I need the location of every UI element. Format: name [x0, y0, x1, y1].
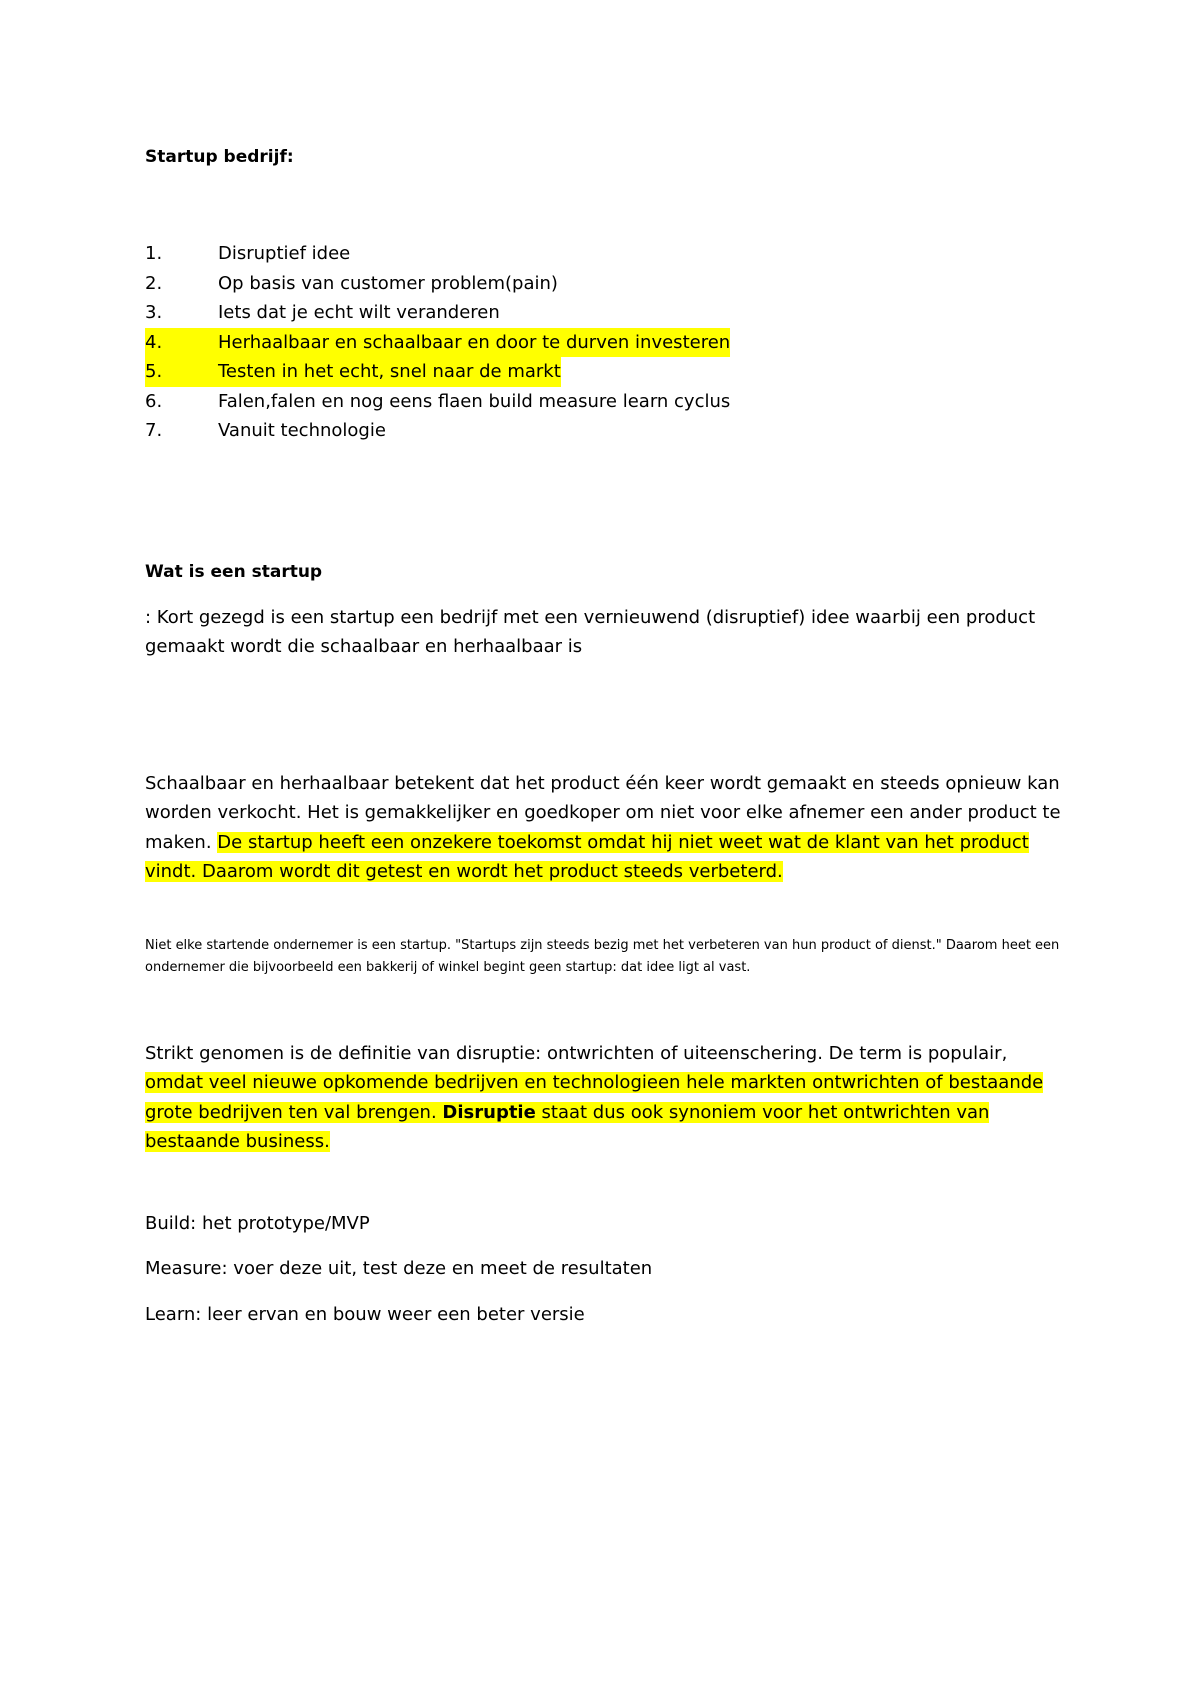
definition-paragraph: : Kort gezegd is een startup een bedrijf met een vernieuwend (disruptief) idee waarbij een product gemaakt wordt die schaalbaar en herhaalbaar is [145, 606, 1036, 657]
learn-line: Learn: leer ervan en bouw weer een beter versie [145, 1303, 585, 1325]
disruptie-paragraph: Strikt genomen is de definitie van disruptie: ontwrichten of uiteenschering. De term is populair, omdat veel nieuwe opkomende bedrijven en technologieen hele markten ontwrichten of bestaande grote bedrijven ten val brengen. Disruptie staat dus ook synoniem voor het ontwrichten van bestaande business. [145, 1042, 1044, 1152]
heading-startup-bedrijf: Startup bedrijf: [145, 147, 294, 167]
startup-list [145, 239, 1065, 446]
list-item: 7. Vanuit technologie [145, 420, 386, 441]
build-line: Build: het prototype/MVP [145, 1212, 370, 1234]
highlighted-bold-text: Disruptie [442, 1101, 536, 1123]
list-item: 1. Disruptief idee [145, 243, 351, 264]
list-item: 3. Iets dat je echt wilt veranderen [145, 302, 500, 323]
measure-line: Measure: voer deze uit, test deze en meet de resultaten [145, 1258, 653, 1279]
highlighted-text: staat dus ook synoniem voor het ontwrichten van bestaande business. [145, 1101, 990, 1152]
schaalbaar-paragraph: Schaalbaar en herhaalbaar betekent dat het product één keer wordt gemaakt en steeds opnieuw kan worden verkocht. Het is gemakkelijker en goedkoper om niet voor elke afnemer een ander product te maken. De startup heeft een onzekere toekomst omdat hij niet weet wat de klant van het product vindt. Daarom wordt dit getest en wordt het product steeds verbeterd. [145, 772, 1061, 882]
document-body [145, 146, 1065, 1329]
highlighted-text: omdat veel nieuwe opkomende bedrijven en technologieen hele markten ontwrichten of bestaande grote bedrijven ten val brengen. [145, 1072, 1044, 1123]
list-item-highlighted: 5. Testen in het echt, snel naar de markt [145, 357, 1065, 387]
small-note-paragraph: Niet elke startende ondernemer is een startup. "Startups zijn steeds bezig met het verbeteren van hun product of dienst." Daarom heet een ondernemer die bijvoorbeeld een bakkerij of winkel begint geen startup: dat idee ligt al vast. [145, 937, 1060, 975]
list-item: 6. Falen,falen en nog eens flaen build measure learn cyclus [145, 390, 731, 412]
list-item: 2. Op basis van customer problem(pain) [145, 272, 558, 294]
highlighted-text: De startup heeft een onzekere toekomst omdat hij niet weet wat de klant van het product vindt. Daarom wordt dit getest en wordt het product steeds verbeterd. [145, 831, 1029, 882]
list-item-highlighted: 4. Herhaalbaar en schaalbaar en door te durven investeren [145, 328, 1065, 358]
heading-wat-is-een-startup: Wat is een startup [145, 561, 323, 582]
